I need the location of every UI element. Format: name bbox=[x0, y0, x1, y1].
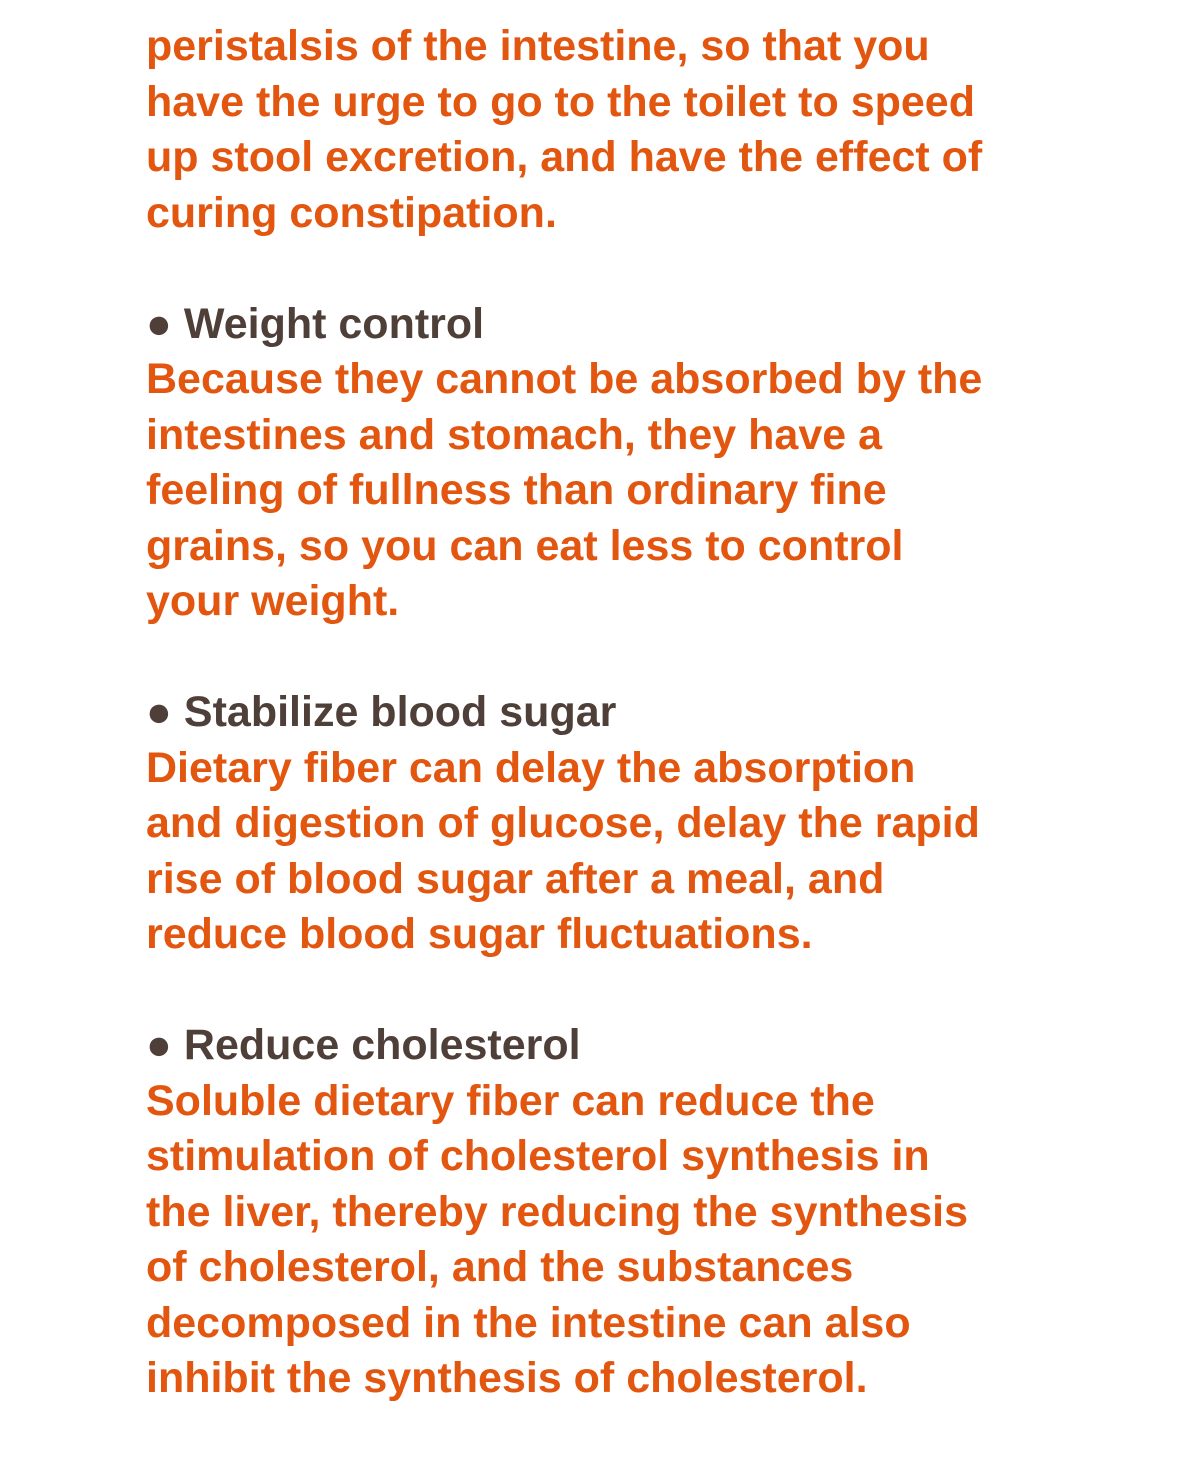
section-paragraph: Dietary fiber can delay the absorption and digestion of glucose, delay the rapid rise of blood sugar after a meal, and reduce blood sugar fluctuations. bbox=[146, 743, 980, 958]
section-heading: ● Weight control bbox=[146, 299, 485, 348]
section-heading: ● Reduce cholesterol bbox=[146, 1021, 581, 1069]
article-content bbox=[146, 19, 1166, 1407]
section-spacer bbox=[146, 630, 1166, 686]
section-reduce-cholesterol bbox=[146, 1018, 1166, 1407]
section-spacer bbox=[146, 241, 1166, 297]
section-paragraph: Because they cannot be absorbed by the intestines and stomach, they have a feeling of fullness than ordinary fine grains, so you can eat less to control your weight. bbox=[146, 355, 983, 625]
section-paragraph: Soluble dietary fiber can reduce the stimulation of cholesterol synthesis in the liver, thereby reducing the synthesis of cholesterol, and the substances decomposed in the intestine can also inhibit the synthesis of cholesterol. bbox=[146, 1076, 969, 1402]
section-weight-control bbox=[146, 297, 1166, 630]
intro-paragraph: peristalsis of the intestine, so that you have the urge to go to the toilet to speed up stool excretion, and have the effect of curing constipation. bbox=[146, 22, 983, 237]
section-spacer bbox=[146, 963, 1166, 1019]
section-stabilize-blood-sugar bbox=[146, 685, 1166, 963]
section-heading: ● Stabilize blood sugar bbox=[146, 688, 617, 736]
